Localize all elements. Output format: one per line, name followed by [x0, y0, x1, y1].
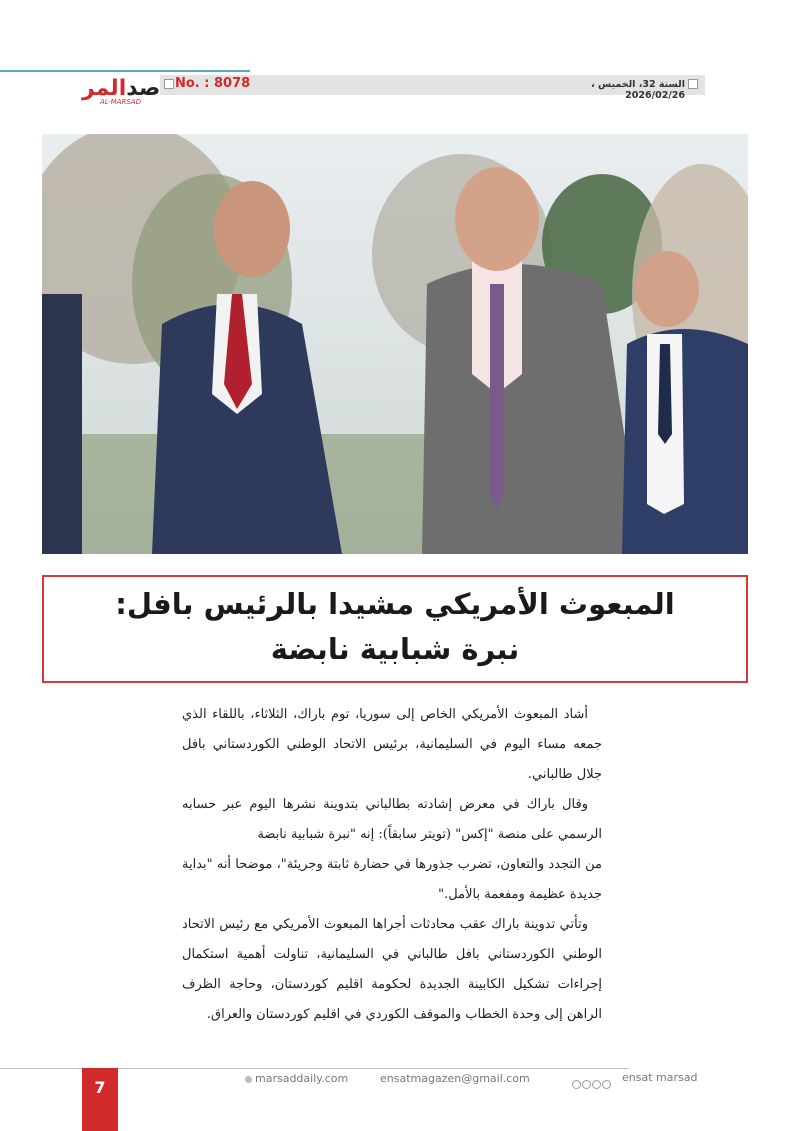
issue-date: السنة 32، الخميس ، 2026/02/26	[591, 79, 685, 101]
photo-image-icon	[42, 134, 748, 554]
logo-subtitle: AL-MARSAD	[100, 98, 141, 106]
logo-wordmark: صدالمر	[82, 76, 161, 101]
logo	[82, 76, 162, 108]
youtube-icon[interactable]	[602, 1080, 611, 1089]
paragraph: وقال باراك في معرض إشادته بطالباني بتدوينة نشرها اليوم عبر حسابه الرسمي على منصة "إكس" (تويتر سابقاً): إنه "نبرة شبابية نابضة	[182, 797, 602, 842]
footer-email[interactable]: ensatmagazen@gmail.com	[380, 1072, 530, 1085]
article-title-box	[42, 575, 748, 683]
instagram-icon[interactable]	[592, 1080, 601, 1089]
square-icon	[688, 79, 698, 89]
paragraph: أشاد المبعوث الأمريكي الخاص إلى سوريا، توم باراك، الثلاثاء، باللقاء الذي جمعه مساء اليوم في السليمانية، برئيس الاتحاد الوطني الكوردستاني بافل جلال طالباني.	[182, 707, 602, 782]
issue-number: No. : 8078	[175, 76, 251, 91]
article-photo	[42, 134, 748, 554]
page-number-box	[82, 1068, 118, 1131]
twitter-icon[interactable]	[582, 1080, 591, 1089]
article-title-line-2: نبرة شبابية نابضة	[270, 632, 520, 666]
facebook-icon[interactable]	[572, 1080, 581, 1089]
header-accent-line	[0, 70, 250, 72]
square-icon	[164, 79, 174, 89]
footer-handle: ensat marsad	[622, 1071, 698, 1084]
article-title-line-1: المبعوث الأمريكي مشيدا بالرئيس بافل:	[115, 587, 675, 621]
social-icons	[572, 1074, 612, 1093]
globe-icon	[245, 1076, 252, 1083]
paragraph: من التجدد والتعاون، تضرب جذورها في حضارة ثابتة وجريئة"، موضحا أنه "بداية جديدة عظيمة ومفعمة بالأمل."	[182, 857, 602, 902]
footer-website[interactable]: marsaddaily.com	[245, 1072, 348, 1085]
article-body	[182, 700, 602, 1030]
paragraph: وتأتي تدوينة باراك عقب محادثات أجراها المبعوث الأمريكي مع رئيس الاتحاد الوطني الكوردستاني بافل طالباني في السليمانية، تناولت أهمية استكمال إجراءات تشكيل الكابينة الجديدة لحكومة اقليم كوردستان، وحاجة الظرف الراهن إلى وحدة الخطاب والموقف الكوردي في اقليم كوردستان والعراق.	[182, 917, 602, 1022]
page-number: 7	[94, 1078, 106, 1097]
